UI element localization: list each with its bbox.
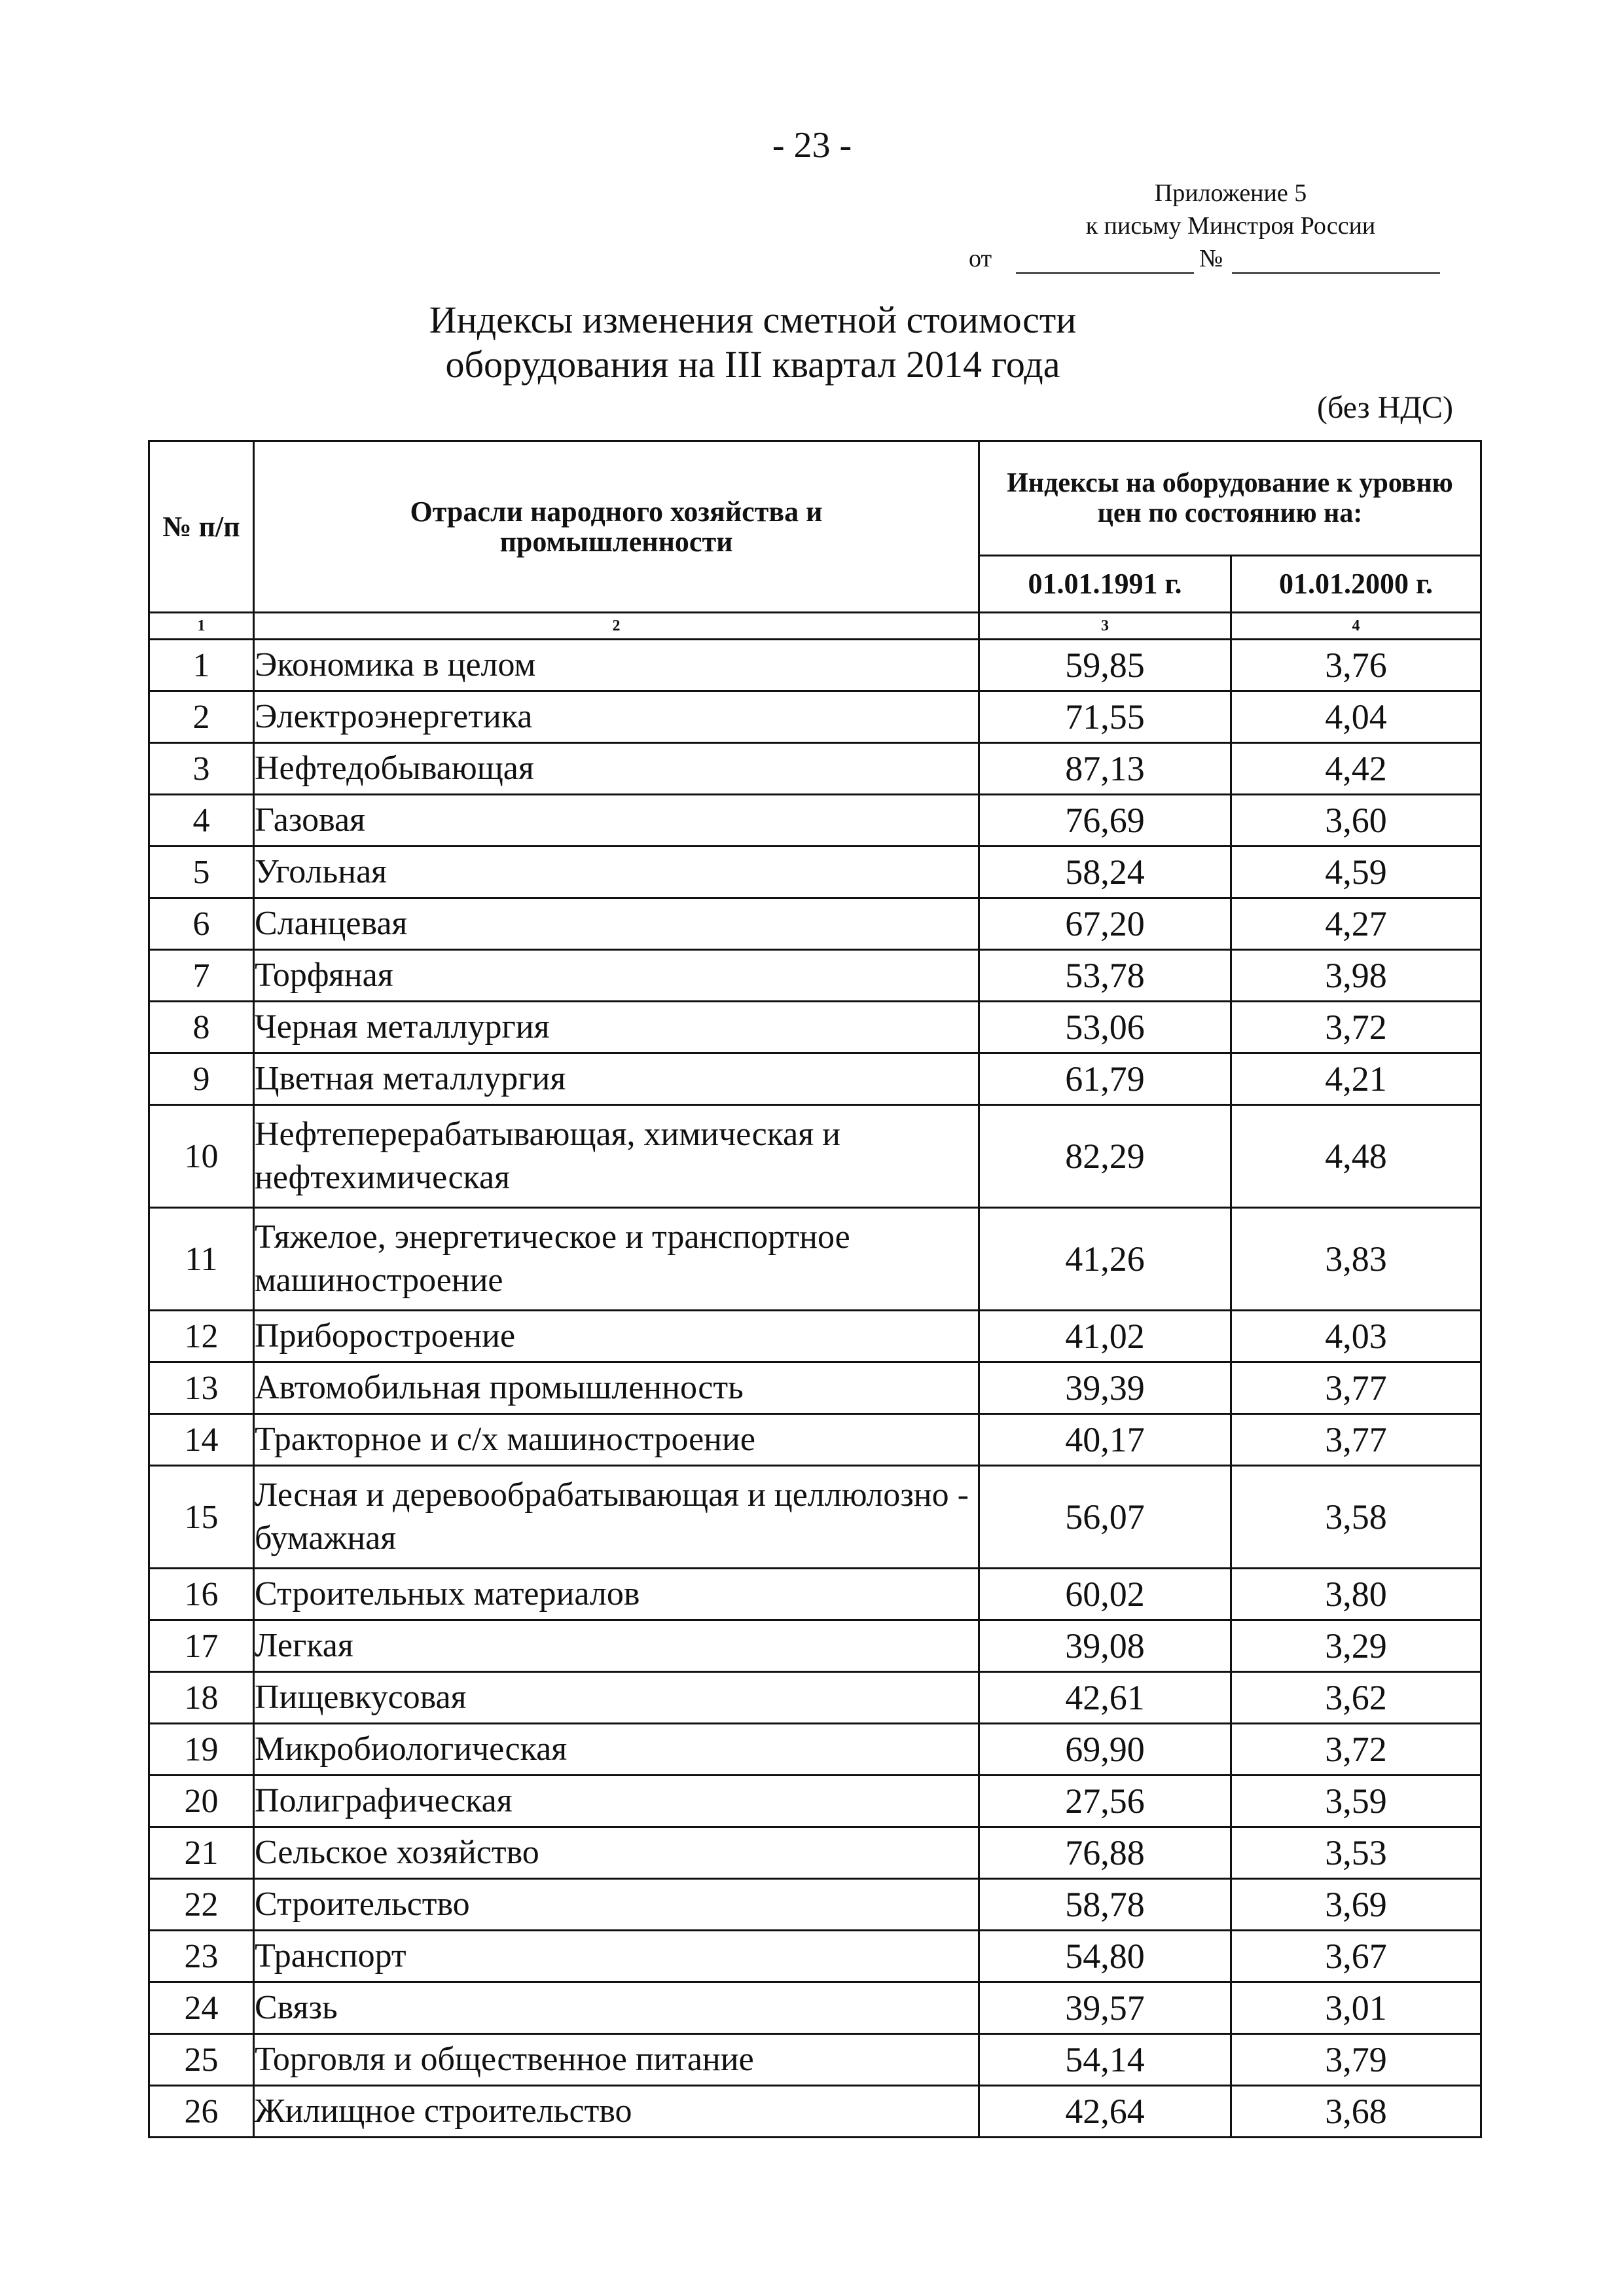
row-industry: Приборостроение bbox=[254, 1311, 979, 1362]
row-number: 2 bbox=[149, 691, 254, 743]
row-index-1991: 69,90 bbox=[979, 1724, 1231, 1776]
index-table bbox=[148, 440, 1482, 2138]
number-blank bbox=[1232, 272, 1440, 274]
appendix-line-1: Приложение 5 bbox=[1154, 179, 1307, 207]
column-number-2: 2 bbox=[254, 613, 979, 640]
row-index-1991: 53,06 bbox=[979, 1002, 1231, 1053]
row-number: 3 bbox=[149, 743, 254, 795]
header-industry: Отрасли народного хозяйства и промышленности bbox=[254, 441, 979, 613]
row-index-1991: 60,02 bbox=[979, 1569, 1231, 1620]
from-label: от bbox=[969, 245, 992, 272]
row-number: 20 bbox=[149, 1776, 254, 1827]
row-index-1991: 58,78 bbox=[979, 1879, 1231, 1931]
row-index-1991: 42,61 bbox=[979, 1672, 1231, 1724]
row-industry: Цветная металлургия bbox=[254, 1053, 979, 1105]
page-number: - 23 - bbox=[772, 125, 852, 166]
row-industry: Тракторное и с/х машиностроение bbox=[254, 1414, 979, 1466]
row-index-1991: 76,88 bbox=[979, 1827, 1231, 1879]
row-industry: Связь bbox=[254, 1982, 979, 2034]
row-number: 24 bbox=[149, 1982, 254, 2034]
row-industry: Лесная и деревообрабатывающая и целлюлозно - бумажная bbox=[254, 1466, 979, 1569]
table-row bbox=[149, 898, 1481, 950]
table-row bbox=[149, 1105, 1481, 1208]
row-industry: Черная металлургия bbox=[254, 1002, 979, 1053]
row-index-1991: 59,85 bbox=[979, 640, 1231, 691]
row-index-2000: 3,77 bbox=[1231, 1414, 1481, 1466]
appendix-line-2: к письму Минстроя России bbox=[1085, 212, 1376, 240]
row-industry: Легкая bbox=[254, 1620, 979, 1672]
row-number: 19 bbox=[149, 1724, 254, 1776]
row-index-2000: 4,59 bbox=[1231, 847, 1481, 898]
row-index-2000: 3,58 bbox=[1231, 1466, 1481, 1569]
row-number: 18 bbox=[149, 1672, 254, 1724]
row-index-1991: 87,13 bbox=[979, 743, 1231, 795]
number-label: № bbox=[1199, 245, 1223, 272]
row-index-2000: 3,79 bbox=[1231, 2034, 1481, 2086]
row-industry: Автомобильная промышленность bbox=[254, 1362, 979, 1414]
row-number: 11 bbox=[149, 1208, 254, 1311]
row-index-1991: 54,80 bbox=[979, 1931, 1231, 1982]
column-number-3: 3 bbox=[979, 613, 1231, 640]
row-number: 26 bbox=[149, 2086, 254, 2138]
table-row bbox=[149, 2086, 1481, 2138]
header-date-1991: 01.01.1991 г. bbox=[979, 556, 1231, 613]
row-industry: Строительство bbox=[254, 1879, 979, 1931]
column-number-1: 1 bbox=[149, 613, 254, 640]
table-row bbox=[149, 795, 1481, 847]
row-number: 16 bbox=[149, 1569, 254, 1620]
row-index-2000: 4,27 bbox=[1231, 898, 1481, 950]
row-index-2000: 3,59 bbox=[1231, 1776, 1481, 1827]
row-index-1991: 61,79 bbox=[979, 1053, 1231, 1105]
row-industry: Торфяная bbox=[254, 950, 979, 1002]
appendix-block bbox=[969, 177, 1492, 272]
row-index-2000: 4,03 bbox=[1231, 1311, 1481, 1362]
row-number: 22 bbox=[149, 1879, 254, 1931]
table-row bbox=[149, 1982, 1481, 2034]
row-index-1991: 71,55 bbox=[979, 691, 1231, 743]
row-index-1991: 41,26 bbox=[979, 1208, 1231, 1311]
row-index-2000: 3,98 bbox=[1231, 950, 1481, 1002]
document-title bbox=[0, 298, 1506, 387]
table-row bbox=[149, 691, 1481, 743]
row-industry: Нефтеперерабатывающая, химическая и нефтехимическая bbox=[254, 1105, 979, 1208]
row-index-2000: 4,21 bbox=[1231, 1053, 1481, 1105]
row-industry: Сельское хозяйство bbox=[254, 1827, 979, 1879]
row-index-1991: 40,17 bbox=[979, 1414, 1231, 1466]
row-index-1991: 76,69 bbox=[979, 795, 1231, 847]
row-industry: Строительных материалов bbox=[254, 1569, 979, 1620]
vat-note: (без НДС) bbox=[1316, 390, 1453, 425]
row-industry: Сланцевая bbox=[254, 898, 979, 950]
row-number: 5 bbox=[149, 847, 254, 898]
row-index-1991: 58,24 bbox=[979, 847, 1231, 898]
column-number-4: 4 bbox=[1231, 613, 1481, 640]
header-date-2000: 01.01.2000 г. bbox=[1231, 556, 1481, 613]
header-number: № п/п bbox=[149, 441, 254, 613]
table-row bbox=[149, 1724, 1481, 1776]
row-number: 15 bbox=[149, 1466, 254, 1569]
table-row bbox=[149, 1208, 1481, 1311]
table-row bbox=[149, 1002, 1481, 1053]
table-row bbox=[149, 640, 1481, 691]
row-number: 14 bbox=[149, 1414, 254, 1466]
row-number: 6 bbox=[149, 898, 254, 950]
row-number: 8 bbox=[149, 1002, 254, 1053]
row-index-1991: 54,14 bbox=[979, 2034, 1231, 2086]
row-industry: Нефтедобывающая bbox=[254, 743, 979, 795]
row-number: 17 bbox=[149, 1620, 254, 1672]
row-index-1991: 41,02 bbox=[979, 1311, 1231, 1362]
row-industry: Электроэнергетика bbox=[254, 691, 979, 743]
row-industry: Микробиологическая bbox=[254, 1724, 979, 1776]
row-index-2000: 3,83 bbox=[1231, 1208, 1481, 1311]
row-index-2000: 3,80 bbox=[1231, 1569, 1481, 1620]
row-index-2000: 3,53 bbox=[1231, 1827, 1481, 1879]
table-row bbox=[149, 1414, 1481, 1466]
table-row bbox=[149, 1827, 1481, 1879]
row-number: 1 bbox=[149, 640, 254, 691]
table-row bbox=[149, 1569, 1481, 1620]
table-row bbox=[149, 847, 1481, 898]
title-line-1: Индексы изменения сметной стоимости bbox=[429, 299, 1077, 341]
table-row bbox=[149, 2034, 1481, 2086]
row-number: 12 bbox=[149, 1311, 254, 1362]
table-body bbox=[149, 640, 1481, 2138]
table-row bbox=[149, 1362, 1481, 1414]
row-index-2000: 3,72 bbox=[1231, 1724, 1481, 1776]
header-index-group: Индексы на оборудование к уровню цен по состоянию на: bbox=[979, 441, 1481, 556]
row-industry: Жилищное строительство bbox=[254, 2086, 979, 2138]
row-index-2000: 3,01 bbox=[1231, 1982, 1481, 2034]
row-industry: Экономика в целом bbox=[254, 640, 979, 691]
row-index-1991: 42,64 bbox=[979, 2086, 1231, 2138]
table-row bbox=[149, 1466, 1481, 1569]
row-index-2000: 3,72 bbox=[1231, 1002, 1481, 1053]
date-blank bbox=[1016, 272, 1194, 274]
row-number: 13 bbox=[149, 1362, 254, 1414]
row-index-1991: 53,78 bbox=[979, 950, 1231, 1002]
row-index-2000: 3,68 bbox=[1231, 2086, 1481, 2138]
row-index-2000: 3,60 bbox=[1231, 795, 1481, 847]
row-index-2000: 3,76 bbox=[1231, 640, 1481, 691]
row-index-1991: 39,39 bbox=[979, 1362, 1231, 1414]
row-index-1991: 39,57 bbox=[979, 1982, 1231, 2034]
row-industry: Угольная bbox=[254, 847, 979, 898]
row-index-2000: 3,69 bbox=[1231, 1879, 1481, 1931]
row-industry: Торговля и общественное питание bbox=[254, 2034, 979, 2086]
row-index-2000: 4,42 bbox=[1231, 743, 1481, 795]
row-index-2000: 4,04 bbox=[1231, 691, 1481, 743]
table-row bbox=[149, 950, 1481, 1002]
row-number: 10 bbox=[149, 1105, 254, 1208]
row-index-1991: 39,08 bbox=[979, 1620, 1231, 1672]
row-index-1991: 27,56 bbox=[979, 1776, 1231, 1827]
table-row bbox=[149, 1672, 1481, 1724]
row-industry: Транспорт bbox=[254, 1931, 979, 1982]
row-industry: Тяжелое, энергетическое и транспортное машиностроение bbox=[254, 1208, 979, 1311]
table-row bbox=[149, 743, 1481, 795]
row-number: 4 bbox=[149, 795, 254, 847]
table-row bbox=[149, 1931, 1481, 1982]
row-index-2000: 3,77 bbox=[1231, 1362, 1481, 1414]
table-row bbox=[149, 1053, 1481, 1105]
table-row bbox=[149, 1620, 1481, 1672]
row-number: 21 bbox=[149, 1827, 254, 1879]
row-number: 25 bbox=[149, 2034, 254, 2086]
appendix-reference-line bbox=[969, 242, 1440, 275]
row-index-2000: 4,48 bbox=[1231, 1105, 1481, 1208]
row-industry: Полиграфическая bbox=[254, 1776, 979, 1827]
table-row bbox=[149, 1776, 1481, 1827]
row-index-1991: 67,20 bbox=[979, 898, 1231, 950]
row-number: 23 bbox=[149, 1931, 254, 1982]
row-industry: Газовая bbox=[254, 795, 979, 847]
row-index-2000: 3,62 bbox=[1231, 1672, 1481, 1724]
table-row bbox=[149, 1879, 1481, 1931]
row-index-2000: 3,67 bbox=[1231, 1931, 1481, 1982]
row-index-1991: 56,07 bbox=[979, 1466, 1231, 1569]
row-number: 9 bbox=[149, 1053, 254, 1105]
row-index-1991: 82,29 bbox=[979, 1105, 1231, 1208]
row-index-2000: 3,29 bbox=[1231, 1620, 1481, 1672]
row-number: 7 bbox=[149, 950, 254, 1002]
title-line-2: оборудования на III квартал 2014 года bbox=[445, 343, 1060, 386]
row-industry: Пищевкусовая bbox=[254, 1672, 979, 1724]
table-row bbox=[149, 1311, 1481, 1362]
